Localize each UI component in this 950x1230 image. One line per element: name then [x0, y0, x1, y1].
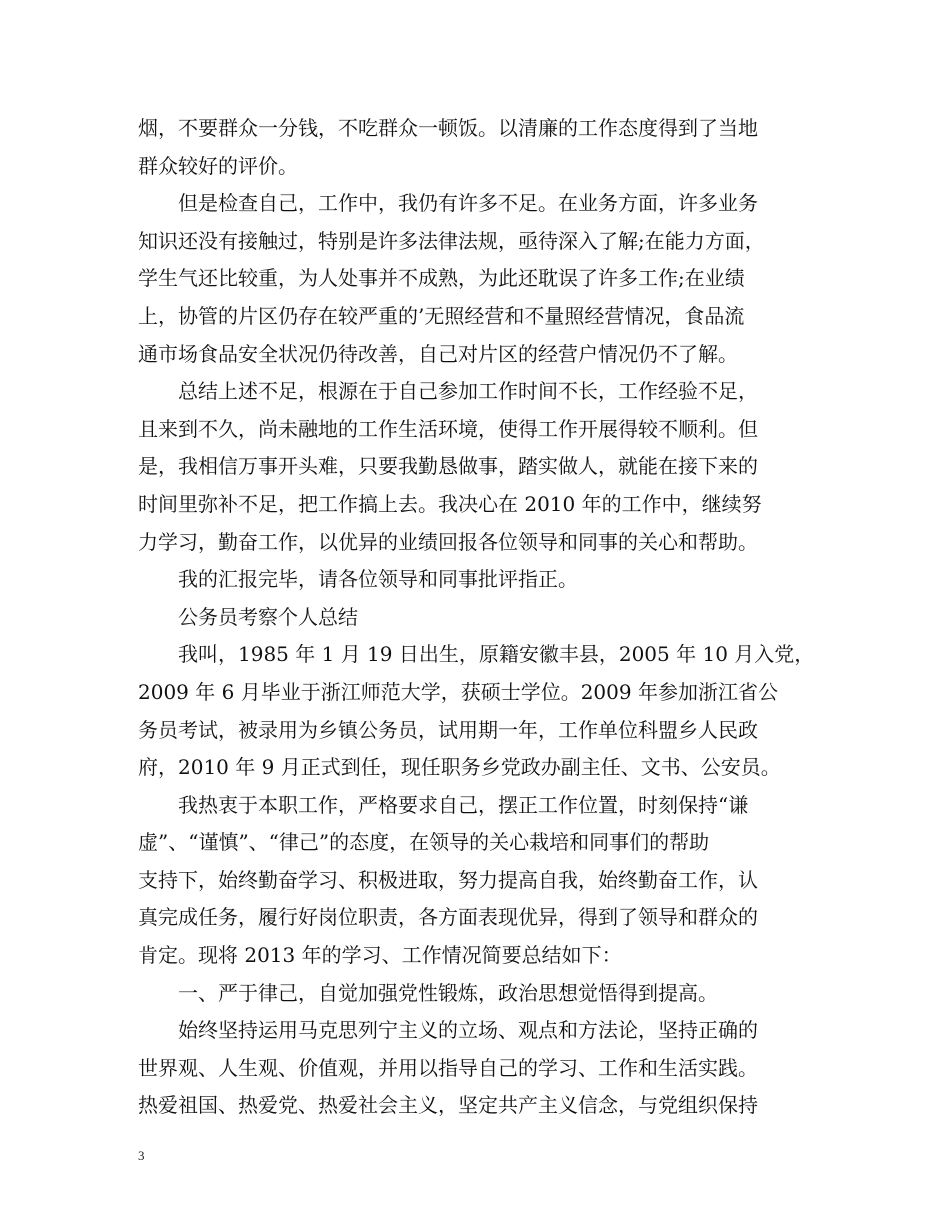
text-line: 肯定。现将 2013 年的学习、工作情况简要总结如下： — [138, 943, 622, 968]
text-line: 我的汇报完毕，请各位领导和同事批评指正。 — [178, 567, 578, 592]
page-number: 3 — [138, 1148, 145, 1163]
paragraph — [138, 561, 818, 599]
paragraph — [138, 185, 818, 373]
paragraph — [138, 636, 818, 786]
text-line: 公务员考察个人总结 — [178, 604, 358, 629]
text-line: 支持下，始终勤奋学习、积极进取，努力提高自我，始终勤奋工作，认 — [138, 867, 758, 892]
text-line: 群众较好的评价。 — [138, 153, 298, 178]
text-line: 总结上述不足，根源在于自己参加工作时间不长，工作经验不足， — [178, 379, 758, 404]
text-line: 虚”、“谨慎”、“律己”的态度，在领导的关心栽培和同事们的帮助 — [138, 830, 710, 855]
paragraph — [138, 599, 818, 637]
text-line: 知识还没有接触过，特别是许多法律法规，亟待深入了解;在能力方面， — [138, 228, 765, 253]
text-line: 热爱祖国、热爱党、热爱社会主义，坚定共产主义信念，与党组织保持 — [138, 1093, 758, 1118]
text-line: 且来到不久，尚未融地的工作生活环境，使得工作开展得较不顺利。但 — [138, 416, 758, 441]
text-line: 我叫，1985 年 1 月 19 日出生，原籍安徽丰县，2005 年 10 月入党， — [178, 642, 815, 667]
text-line: 我热衷于本职工作，严格要求自己，摆正工作位置，时刻保持“谦 — [178, 792, 749, 817]
text-line: 是，我相信万事开头难，只要我勤恳做事，踏实做人，就能在接下来的 — [138, 454, 758, 479]
text-line: 通市场食品安全状况仍待改善，自己对片区的经营户情况仍不了解。 — [138, 341, 738, 366]
text-line: 时间里弥补不足，把工作搞上去。我决心在 2010 年的工作中，继续努 — [138, 491, 762, 516]
paragraph — [138, 975, 818, 1013]
text-line: 烟，不要群众一分钱，不吃群众一顿饭。以清廉的工作态度得到了当地 — [138, 116, 758, 140]
text-line: 2009 年 6 月毕业于浙江师范大学，获硕士学位。2009 年参加浙江省公 — [138, 679, 778, 704]
paragraph — [138, 373, 818, 561]
text-line: 上，协管的片区仍存在较严重的’无照经营和不量照经营情况，食品流 — [138, 303, 745, 328]
text-line: 力学习，勤奋工作，以优异的业绩回报各位领导和同事的关心和帮助。 — [138, 529, 758, 554]
paragraph — [138, 110, 818, 185]
text-line: 学生气还比较重，为人处事并不成熟，为此还耽误了许多工作;在业绩 — [138, 266, 745, 291]
text-line: 始终坚持运用马克思列宁主义的立场、观点和方法论，坚持正确的 — [178, 1018, 758, 1043]
text-line: 一、严于律己，自觉加强党性锻炼，政治思想觉悟得到提高。 — [178, 980, 718, 1005]
paragraph — [138, 787, 818, 975]
text-line: 世界观、人生观、价值观，并用以指导自己的学习、工作和生活实践。 — [138, 1055, 758, 1080]
document-body — [138, 110, 818, 1125]
text-line: 但是检查自己，工作中，我仍有许多不足。在业务方面，许多业务 — [178, 191, 758, 216]
text-line: 真完成任务，履行好岗位职责，各方面表现优异，得到了领导和群众的 — [138, 905, 758, 930]
text-line: 务员考试，被录用为乡镇公务员，试用期一年，工作单位科盟乡人民政 — [138, 717, 758, 742]
paragraph — [138, 1012, 818, 1125]
text-line: 府，2010 年 9 月正式到任，现任职务乡党政办副主任、文书、公安员。 — [138, 755, 781, 780]
